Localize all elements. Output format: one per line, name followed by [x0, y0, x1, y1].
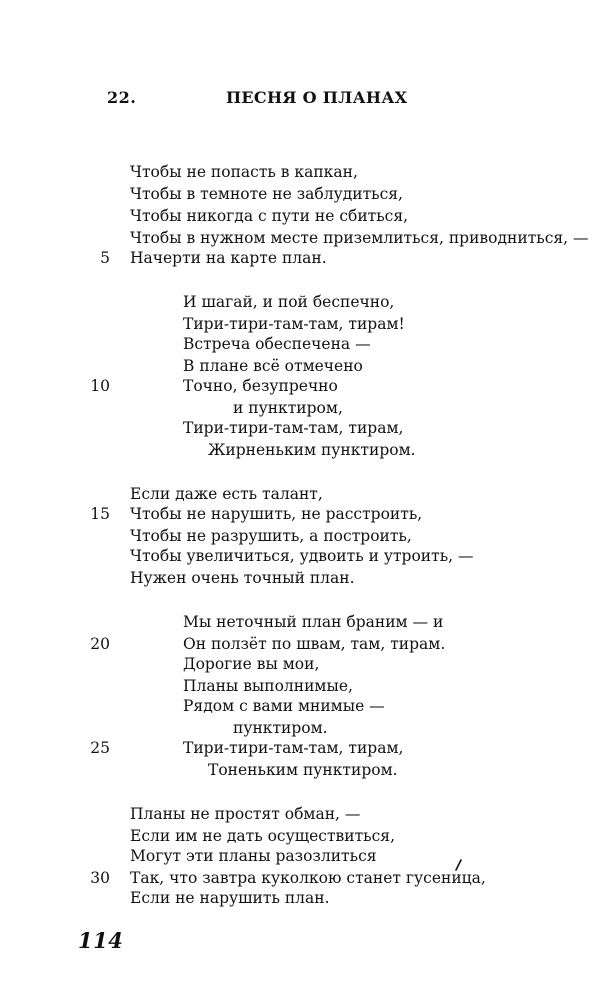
- poem-line: Чтобы не попасть в капкан,: [130, 163, 358, 181]
- poem-line: Так, что завтра куколкою станет гусеница,: [130, 869, 486, 887]
- line-number: 15: [90, 505, 110, 523]
- poem-line: Тоненьким пунктиром.: [208, 761, 398, 779]
- poem-line: Жирненьким пунктиром.: [208, 441, 416, 459]
- line-number: 30: [90, 869, 110, 887]
- poem-line: Если даже есть талант,: [130, 485, 323, 503]
- poem-line: Тири-тири-там-там, тирам,: [183, 739, 404, 757]
- poem-line: Чтобы увеличиться, удвоить и утроить, —: [130, 547, 474, 565]
- poem-line: Дорогие вы мои,: [183, 655, 320, 673]
- poem-line: Нужен очень точный план.: [130, 569, 355, 587]
- poem-line: Точно, безупречно: [183, 377, 338, 395]
- poem-number: 22.: [107, 88, 137, 107]
- line-number: 25: [90, 739, 110, 757]
- poem-line: Он ползёт по швам, там, тирам.: [183, 635, 446, 653]
- pen-mark-icon: [453, 858, 465, 872]
- poem-line: пунктиром.: [233, 719, 328, 737]
- line-number: 20: [90, 635, 110, 653]
- poem-line: Если не нарушить план.: [130, 889, 330, 907]
- poem-line: В плане всё отмечено: [183, 357, 363, 375]
- poem-line: Встреча обеспечена —: [183, 335, 371, 353]
- poem-line: Рядом с вами мнимые —: [183, 697, 385, 715]
- poem-title: ПЕСНЯ О ПЛАНАХ: [226, 88, 408, 107]
- poem-line: Чтобы не нарушить, не расстроить,: [130, 505, 423, 523]
- poem-line: Планы не простят обман, —: [130, 805, 361, 823]
- poem-line: Чтобы никогда с пути не сбиться,: [130, 207, 409, 225]
- poem-line: Начерти на карте план.: [130, 249, 327, 267]
- line-number: 10: [90, 377, 110, 395]
- poem-line: Тири-тири-там-там, тирам!: [183, 315, 405, 333]
- poem-line: Чтобы в нужном месте приземлиться, приводниться, —: [130, 229, 589, 247]
- poem-line: Чтобы в темноте не заблудиться,: [130, 185, 403, 203]
- poem-line: Тири-тири-там-там, тирам,: [183, 419, 404, 437]
- poem-line: И шагай, и пой беспечно,: [183, 293, 395, 311]
- page-number: 114: [78, 928, 124, 953]
- poem-line: и пунктиром,: [233, 399, 343, 417]
- poem-line: Если им не дать осуществиться,: [130, 827, 395, 845]
- poem-line: Мы неточный план браним — и: [183, 613, 444, 631]
- poem-line: Могут эти планы разозлиться: [130, 847, 377, 865]
- line-number: 5: [100, 249, 110, 267]
- poem-line: Планы выполнимые,: [183, 677, 353, 695]
- poem-line: Чтобы не разрушить, а построить,: [130, 527, 412, 545]
